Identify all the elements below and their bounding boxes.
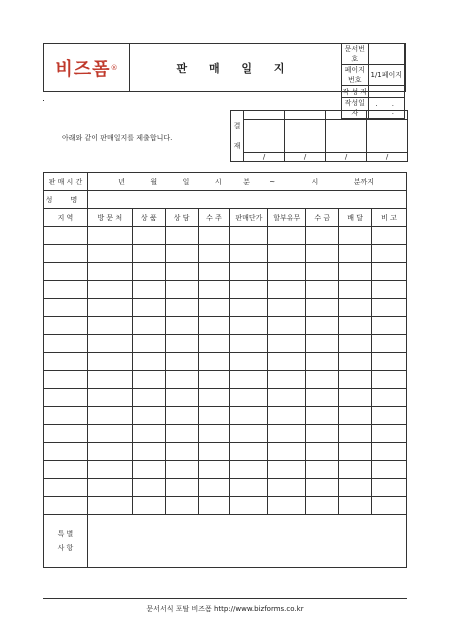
table-cell[interactable]	[306, 353, 339, 371]
table-cell[interactable]	[198, 299, 230, 317]
table-cell[interactable]	[268, 263, 306, 281]
col-header-region: 지 역	[44, 209, 88, 227]
table-cell[interactable]	[268, 353, 306, 371]
day-label: 일	[182, 177, 190, 186]
table-row	[44, 407, 407, 425]
table-cell[interactable]	[132, 335, 165, 353]
meta-label: 작 성 자	[342, 87, 368, 96]
table-cell[interactable]	[268, 407, 306, 425]
table-cell[interactable]	[198, 461, 230, 479]
table-cell[interactable]	[230, 263, 268, 281]
minute-label: 분	[243, 177, 250, 186]
document-meta-table	[341, 43, 405, 119]
table-cell[interactable]	[44, 443, 88, 461]
month-label: 월	[150, 177, 158, 186]
table-cell[interactable]	[165, 407, 198, 425]
table-cell[interactable]	[165, 443, 198, 461]
table-cell[interactable]	[230, 281, 268, 299]
table-cell[interactable]	[165, 389, 198, 407]
table-cell[interactable]	[44, 317, 88, 335]
table-cell[interactable]	[306, 317, 339, 335]
table-cell[interactable]	[268, 317, 306, 335]
table-cell[interactable]	[306, 497, 339, 515]
table-cell[interactable]	[372, 317, 407, 335]
meta-label: 문서번호	[342, 44, 369, 65]
table-cell[interactable]	[372, 461, 407, 479]
table-cell[interactable]	[372, 245, 407, 263]
meta-value[interactable]: . . .	[368, 98, 404, 119]
table-cell[interactable]	[132, 479, 165, 497]
table-row	[44, 389, 407, 407]
table-cell[interactable]	[230, 407, 268, 425]
col-header-unit-price: 판매단가	[230, 209, 268, 227]
approval-label-bottom: 재	[233, 142, 241, 150]
table-cell[interactable]	[165, 479, 198, 497]
table-cell[interactable]	[372, 281, 407, 299]
table-cell[interactable]	[306, 281, 339, 299]
table-cell[interactable]	[198, 245, 230, 263]
approval-title-cell[interactable]	[244, 111, 285, 120]
approval-title-cell[interactable]	[326, 111, 367, 120]
table-cell[interactable]	[198, 281, 230, 299]
table-cell[interactable]	[165, 461, 198, 479]
table-cell[interactable]	[132, 461, 165, 479]
table-row	[44, 425, 407, 443]
table-cell[interactable]	[230, 497, 268, 515]
table-cell[interactable]	[44, 479, 88, 497]
col-header-collection: 수 금	[306, 209, 339, 227]
logo-text: 비즈폼	[55, 58, 111, 80]
table-cell[interactable]	[165, 263, 198, 281]
table-cell[interactable]	[132, 353, 165, 371]
table-cell[interactable]	[268, 245, 306, 263]
approval-sign-cell[interactable]	[367, 120, 408, 152]
table-cell[interactable]	[44, 281, 88, 299]
table-cell[interactable]	[339, 353, 372, 371]
table-cell[interactable]	[165, 371, 198, 389]
table-cell[interactable]	[230, 317, 268, 335]
table-cell[interactable]	[372, 371, 407, 389]
table-cell[interactable]	[339, 389, 372, 407]
table-cell[interactable]	[372, 227, 407, 245]
approval-date-cell[interactable]: /	[326, 152, 367, 161]
table-cell[interactable]	[44, 245, 88, 263]
footer-divider	[43, 598, 407, 599]
table-cell[interactable]	[132, 443, 165, 461]
table-cell[interactable]	[132, 263, 165, 281]
table-cell[interactable]	[268, 389, 306, 407]
table-cell[interactable]	[44, 461, 88, 479]
table-row	[44, 353, 407, 371]
table-cell[interactable]	[198, 353, 230, 371]
table-cell[interactable]	[132, 299, 165, 317]
table-cell[interactable]	[306, 227, 339, 245]
table-cell[interactable]	[339, 407, 372, 425]
meta-label: 작성일자	[342, 98, 369, 119]
table-row	[44, 299, 407, 317]
table-cell[interactable]	[44, 407, 88, 425]
sales-time-field[interactable]	[87, 173, 406, 191]
data-rows	[44, 227, 407, 515]
table-row	[44, 497, 407, 515]
table-cell[interactable]	[230, 461, 268, 479]
table-cell[interactable]	[339, 425, 372, 443]
table-row	[44, 317, 407, 335]
approval-title-cell[interactable]	[367, 111, 408, 120]
table-cell[interactable]	[87, 335, 132, 353]
table-cell[interactable]	[44, 353, 88, 371]
table-cell[interactable]	[268, 335, 306, 353]
meta-value[interactable]	[368, 44, 404, 65]
table-cell[interactable]	[372, 497, 407, 515]
approval-date-cell[interactable]: /	[285, 152, 326, 161]
approval-date-cell[interactable]: /	[244, 152, 285, 161]
table-cell[interactable]	[306, 335, 339, 353]
table-cell[interactable]	[306, 461, 339, 479]
table-cell[interactable]	[198, 407, 230, 425]
table-cell[interactable]	[198, 479, 230, 497]
name-field[interactable]	[87, 191, 406, 209]
table-cell[interactable]	[87, 461, 132, 479]
document-header	[43, 43, 406, 117]
special-notes-label	[44, 515, 88, 568]
table-cell[interactable]	[165, 353, 198, 371]
table-cell[interactable]	[339, 443, 372, 461]
approval-box	[230, 110, 408, 162]
table-cell[interactable]	[372, 353, 407, 371]
table-cell[interactable]	[306, 425, 339, 443]
table-cell[interactable]	[44, 425, 88, 443]
table-cell[interactable]	[306, 479, 339, 497]
table-row	[44, 461, 407, 479]
table-cell[interactable]	[268, 425, 306, 443]
table-cell[interactable]	[132, 281, 165, 299]
table-cell[interactable]	[87, 479, 132, 497]
table-cell[interactable]	[372, 335, 407, 353]
table-cell[interactable]	[339, 281, 372, 299]
table-cell[interactable]	[339, 371, 372, 389]
table-cell[interactable]	[44, 371, 88, 389]
table-cell[interactable]	[268, 461, 306, 479]
table-cell[interactable]	[268, 299, 306, 317]
hour-label: 시	[214, 177, 222, 186]
table-cell[interactable]	[132, 407, 165, 425]
name-label: 성 명	[44, 191, 88, 209]
table-row	[44, 263, 407, 281]
table-cell[interactable]	[198, 497, 230, 515]
table-cell[interactable]	[132, 371, 165, 389]
approval-date-cell[interactable]: /	[367, 152, 408, 161]
table-cell[interactable]	[339, 461, 372, 479]
table-cell[interactable]	[339, 263, 372, 281]
table-cell[interactable]	[132, 317, 165, 335]
table-row	[44, 371, 407, 389]
approval-sign-cell[interactable]	[244, 120, 285, 152]
table-cell[interactable]	[198, 389, 230, 407]
approval-sign-cell[interactable]	[285, 120, 326, 152]
table-cell[interactable]	[44, 227, 88, 245]
table-cell[interactable]	[198, 425, 230, 443]
table-cell[interactable]	[198, 443, 230, 461]
table-cell[interactable]	[268, 479, 306, 497]
table-cell[interactable]	[87, 263, 132, 281]
table-cell[interactable]	[87, 497, 132, 515]
table-cell[interactable]	[87, 317, 132, 335]
table-cell[interactable]	[44, 389, 88, 407]
special-label-line2: 사 항	[57, 544, 74, 552]
table-cell[interactable]	[339, 227, 372, 245]
sales-log-table	[43, 172, 407, 568]
table-cell[interactable]	[372, 263, 407, 281]
table-cell[interactable]	[165, 245, 198, 263]
approval-title-cell[interactable]	[285, 111, 326, 120]
table-cell[interactable]	[87, 227, 132, 245]
table-cell[interactable]	[306, 389, 339, 407]
table-cell[interactable]	[339, 245, 372, 263]
special-notes-field[interactable]	[87, 515, 406, 568]
table-cell[interactable]	[87, 281, 132, 299]
col-header-installment: 할부유무	[268, 209, 306, 227]
end-minute-label: 분까지	[353, 177, 375, 186]
table-cell[interactable]	[306, 407, 339, 425]
range-tilde: ~	[269, 177, 276, 186]
footer-text: 문서서식 포탈 비즈폼 http://www.bizforms.co.kr	[146, 605, 304, 613]
table-cell[interactable]	[198, 263, 230, 281]
col-header-remarks: 비 고	[372, 209, 407, 227]
table-cell[interactable]	[268, 371, 306, 389]
registered-mark: ®	[110, 63, 118, 72]
col-header-consult: 상 담	[165, 209, 198, 227]
meta-value[interactable]	[368, 86, 404, 98]
table-row	[44, 443, 407, 461]
table-cell[interactable]	[268, 497, 306, 515]
bizforms-logo	[44, 44, 130, 91]
table-cell[interactable]	[230, 479, 268, 497]
approval-label-top: 결	[233, 122, 241, 130]
table-row	[44, 335, 407, 353]
table-cell[interactable]	[339, 299, 372, 317]
table-cell[interactable]	[165, 299, 198, 317]
col-header-delivery: 배 달	[339, 209, 372, 227]
table-row	[44, 227, 407, 245]
col-header-order: 수 주	[198, 209, 230, 227]
table-cell[interactable]	[87, 299, 132, 317]
table-cell[interactable]	[132, 227, 165, 245]
page-mark	[43, 100, 44, 101]
table-cell[interactable]	[132, 389, 165, 407]
table-cell[interactable]	[198, 227, 230, 245]
table-cell[interactable]	[132, 497, 165, 515]
table-cell[interactable]	[87, 245, 132, 263]
table-cell[interactable]	[87, 371, 132, 389]
table-cell[interactable]	[165, 317, 198, 335]
table-cell[interactable]	[165, 281, 198, 299]
table-cell[interactable]	[230, 371, 268, 389]
intro-text: 아래와 같이 판매일지를 제출합니다.	[62, 134, 173, 142]
table-cell[interactable]	[87, 353, 132, 371]
table-cell[interactable]	[339, 317, 372, 335]
table-row	[44, 479, 407, 497]
table-cell[interactable]	[230, 299, 268, 317]
table-cell[interactable]	[306, 443, 339, 461]
table-cell[interactable]	[165, 335, 198, 353]
approval-sign-cell[interactable]	[326, 120, 367, 152]
table-cell[interactable]	[44, 263, 88, 281]
table-row	[44, 245, 407, 263]
table-cell[interactable]	[198, 335, 230, 353]
table-cell[interactable]	[372, 407, 407, 425]
col-header-product: 상 품	[132, 209, 165, 227]
table-cell[interactable]	[230, 425, 268, 443]
year-label: 년	[118, 177, 125, 186]
table-cell[interactable]	[132, 245, 165, 263]
table-cell[interactable]	[165, 227, 198, 245]
table-cell[interactable]	[230, 245, 268, 263]
table-cell[interactable]	[372, 425, 407, 443]
table-cell[interactable]	[372, 443, 407, 461]
table-cell[interactable]	[198, 317, 230, 335]
document-title: 판 매 일 지	[176, 61, 294, 75]
table-cell[interactable]	[306, 371, 339, 389]
table-cell[interactable]	[306, 299, 339, 317]
table-cell[interactable]	[372, 299, 407, 317]
table-cell[interactable]	[132, 425, 165, 443]
table-cell[interactable]	[87, 389, 132, 407]
table-cell[interactable]	[44, 497, 88, 515]
table-cell[interactable]	[230, 389, 268, 407]
table-cell[interactable]	[44, 299, 88, 317]
meta-label: 페이지번호	[342, 65, 369, 86]
table-cell[interactable]	[230, 443, 268, 461]
table-cell[interactable]	[165, 497, 198, 515]
table-cell[interactable]	[268, 281, 306, 299]
special-label-line1: 특 별	[57, 530, 74, 538]
table-cell[interactable]	[339, 335, 372, 353]
table-row	[44, 281, 407, 299]
sales-time-label: 판 매 시 간	[44, 173, 88, 191]
table-cell[interactable]	[268, 227, 306, 245]
table-cell[interactable]	[268, 443, 306, 461]
table-cell[interactable]	[165, 425, 198, 443]
table-cell[interactable]	[306, 263, 339, 281]
table-cell[interactable]	[87, 407, 132, 425]
table-cell[interactable]	[372, 389, 407, 407]
table-cell[interactable]	[339, 479, 372, 497]
col-header-visit: 방 문 처	[87, 209, 132, 227]
approval-label	[231, 111, 244, 162]
table-cell[interactable]	[372, 479, 407, 497]
meta-value[interactable]: 1/1페이지	[368, 65, 404, 86]
table-cell[interactable]	[87, 425, 132, 443]
table-cell[interactable]	[306, 245, 339, 263]
table-cell[interactable]	[230, 335, 268, 353]
table-cell[interactable]	[230, 227, 268, 245]
table-cell[interactable]	[87, 443, 132, 461]
table-cell[interactable]	[44, 335, 88, 353]
table-cell[interactable]	[198, 371, 230, 389]
end-hour-label: 시	[311, 177, 319, 186]
table-cell[interactable]	[339, 497, 372, 515]
table-cell[interactable]	[230, 353, 268, 371]
